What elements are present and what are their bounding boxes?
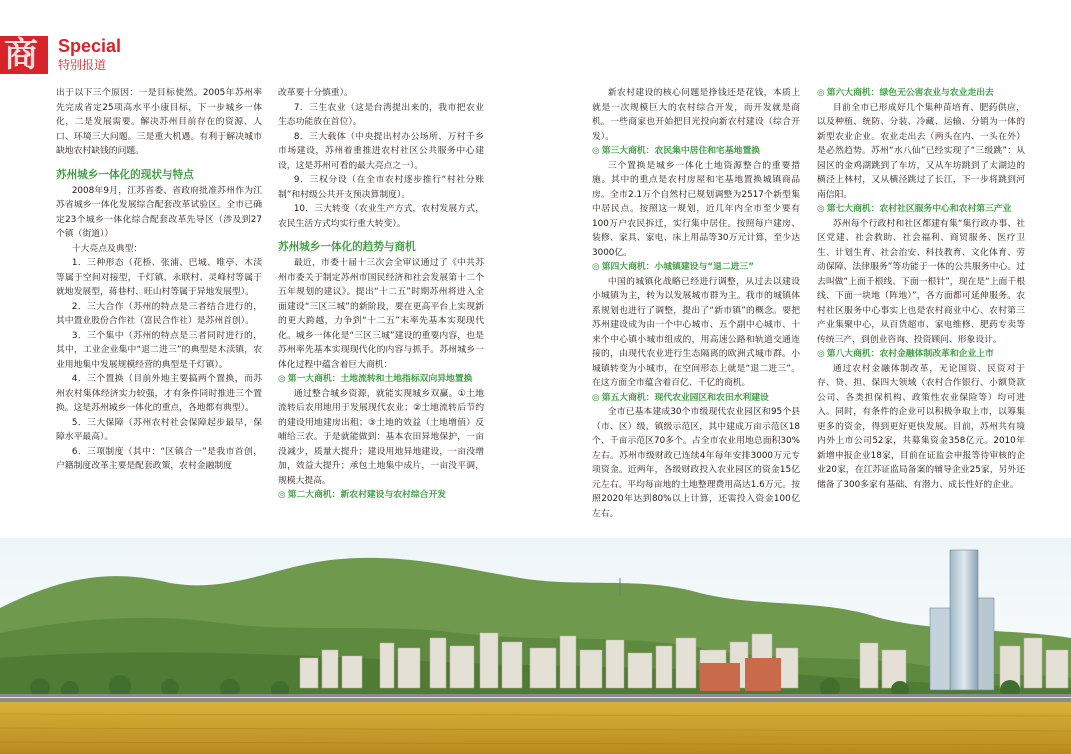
opportunity-heading-text: 第三大商机：农民集中居住和宅基地置换 [601, 146, 761, 156]
bullet-icon: ◎ [592, 262, 600, 272]
paragraph: 最近，市委十届十三次会全审议通过了《中共苏州市委关于制定苏州市国民经济和社会发展第十二个五年规划的建议》。提出“十二五”时期苏州将进入全面建设“三区三城”的新阶段，要在更高平台上实现新的更大跨越，力争到“十二五”末率先基本实现现代化。城乡一体化是“三区三城”建设的重要内容，也是苏州率先基本实现现代化的内容与抓手。苏州城乡一体化过程中蕴含着巨大商机： [278, 258, 484, 370]
text-column-3 [592, 86, 800, 521]
section-title: Special [58, 36, 122, 56]
opportunity-heading-text: 第四大商机：小城镇建设与“退二进三” [601, 262, 755, 272]
landscape-photo [0, 538, 1071, 754]
paragraph: 苏州每个行政村和社区都建有集“集行政办事、社区党建、社会救助、社会福利、商贸服务、医疗卫生、计划生育、社会治安、科技教育、文化体育、劳动保障、法律服务”等功能于一体的公共服务中心。过去叫做“上面千根线、下面一根针”，现在是“上面千根线、下面一块地（阵地）”，各方面都可延伸服务。农村社区服务中心事实上也是农村商业中心、农村第三产业集聚中心，从百货超市、家电维修、肥药专卖等传统三产，到创业咨询、投资顾问、形象设计。 [817, 218, 1025, 345]
opportunity-heading [817, 347, 1025, 362]
paragraph: 10．三大转变（农业生产方式，农村发展方式，农民生活方式均实行重大转变）。 [278, 204, 484, 229]
text-column-4 [817, 86, 1025, 492]
landscape-illustration [0, 538, 1071, 754]
paragraph: 三个置换是城乡一体化土地资源整合的重要措施。其中的重点是农村房屋和宅基地置换城镇商品房。全市2.1万个自然村已规划调整为2517个新型集中居民点。按照这一规划，近几年内全市至少要有100万户农民拆迁，实行集中居住。按照每户建房、装修、家具、家电、床上用品等30万元计算，至少达3000亿。 [592, 160, 800, 258]
bullet-icon: ◎ [592, 146, 600, 156]
bullet-icon: ◎ [817, 88, 825, 98]
paragraph: 新农村建设的核心问题是挣钱还是花钱，本质上就是一次规模巨大的农村综合开发，而开发就是商机。一些商家也开始把目光投向新农村建设（综合开发）。 [592, 88, 800, 142]
opportunity-heading-text: 第一大商机：土地流转和土地指标双向异地置换 [287, 374, 473, 384]
paragraph: 6．三项制度（其中：“区镇合一”是我市首创，户籍制度改革主要是配套政策，农村金融制度 [56, 446, 262, 471]
paragraph: 1．三种形态（花桥、张浦、巴城、唯亭、木渎等属于空间对接型，千灯镇、永联村、灵峰村等属于就地发展型，蒋巷村、旺山村等属于异地发展型）。 [56, 258, 262, 297]
bullet-icon: ◎ [592, 392, 600, 403]
opportunity-heading-text: 第七大商机：农村社区服务中心和农村第三产业 [826, 204, 1012, 214]
opportunity-heading [817, 86, 1025, 101]
section-subtitle: 特别报道 [58, 58, 107, 72]
paragraph: 通过农村金融体制改革，无论国资、民资对于存、贷、担、保四大领域（农村合作银行、小额贷款公司、各类担保机构、政策性农业保险等）均可进入。同时，有条件的企业可以积极争取上市，以筹集更多的资金，得到更好更快发展。目前，苏州共有境内外上市公司52家，共募集资金358亿元。2010年新增申报企业18家，目前在证监会申报等待审核的企业20家，在江苏证监局备案的辅导企业25家，另外还储备了300多家有基础、有潜力、成长性好的企业。 [817, 363, 1025, 490]
opportunity-heading [592, 391, 800, 406]
opportunity-heading-text: 第五大商机：现代农业园区和农田水利建设 [601, 392, 769, 403]
section-logo [0, 36, 48, 74]
opportunity-heading [278, 488, 484, 503]
paragraph: 出于以下三个原因：一是目标使然。2005年苏州率先完成省定25项高水平小康目标，下一步城乡一体化，二是发展需要。解决苏州目前存在的资源、人口、环境三大问题。三是重大机遇。有利于解决城市缺地农村缺钱的问题。 [56, 88, 262, 156]
logo-glyph: 商 [4, 35, 38, 75]
opportunity-heading-text: 第八大商机：农村金融体制改革和企业上市 [826, 349, 994, 359]
paragraph: 2．三大合作（苏州的特点是三者结合进行的，其中置业股份合作社（富民合作社）是苏州首创）。 [56, 301, 262, 326]
bullet-icon: ◎ [278, 374, 286, 384]
paragraph: 7．三生农业（这是台湾提出来的，我市把农业生态功能放在首位）。 [278, 102, 484, 127]
section-header [0, 32, 130, 78]
paragraph: 5．三大保障（苏州农村社会保障起步最早，保障水平最高）。 [56, 417, 262, 442]
opportunity-heading [817, 202, 1025, 217]
paragraph: 8．三大载体（中央提出村办公场所、万村千乡市场建设，苏州着重推进农村社区公共服务中心建设，这是苏州可看的最大亮点之一）。 [278, 131, 484, 171]
paragraph: 4．三个置换（目前外地主要搞两个置换，而苏州农村集体经济实力较强，才有条件同时推进三个置换。这是苏州城乡一体化的重点，各地都有典型）。 [56, 374, 262, 413]
bullet-icon: ◎ [817, 349, 825, 359]
paragraph: 目前全市已形成好几个集种苗培育、肥药供应，以及种植、统防、分装、冷藏、运输、分销为一体的新型农业企业。农业走出去（两头在内、一头在外）是必然趋势。苏州“水八仙”已经实现了“三级跳”：从园区的金鸡湖跳到了车坊，又从车坊跳到了太湖边的横泾上林村，又从横泾跳过了长江，下一步将跳到河南信阳。 [817, 102, 1025, 200]
paragraph: 中国的城镇化战略已经进行调整，从过去以建设小城镇为主，转为以发展城市群为主。我市的城镇体系规划也进行了调整，提出了“新市镇”的概念。要把苏州建设成为由一个中心城市、五个副中心城市、十来个中心镇小城市组成的，用高速公路和轨道交通连接的，由现代农业进行生态隔离的欧洲式城市群。小城镇转变为小城市，在空间形态上就是“退二进三”。在这方面全市蕴含着百亿、千亿的商机。 [592, 276, 800, 388]
text-column-1 [56, 86, 262, 474]
opportunity-heading [592, 260, 800, 275]
paragraph: 改革要十分慎重）。 [278, 88, 353, 98]
section-heading: 苏州城乡一体化的现状与特点 [56, 168, 194, 181]
opportunity-heading [278, 372, 484, 387]
text-column-2 [278, 86, 484, 503]
paragraph: 通过整合城乡资源，就能实现城乡双赢。①土地流转后农用地用于发展现代农业；②土地流转后节约的建设用地建房出租；③土地的效益（土地增值）反哺给三农。于是就能做到：基本农田异地保护，一亩没减少，质量大提升；建设用地异地建设，一亩没增加，效益大提升；承包土地集中成片，一亩没平调，规模大提高。 [278, 388, 484, 486]
opportunity-heading-text: 第六大商机：绿色无公害农业与农业走出去 [826, 88, 994, 98]
paragraph: 全市已基本建成30个市级现代农业园区和95个县（市、区）级、镇级示范区，其中建成万亩示范区18个、千亩示范区70多个。占全市农业用地总面积30%左右。苏州市级财政已连续4年每年安排3000万元专项资金。近两年，各级财政投入农业园区的资金15亿元左右。平均每亩地的土地整理费用高达1.6万元。按照2020年达到80%以上计算，还需投入资金100亿左右。 [592, 407, 800, 519]
section-heading: 苏州城乡一体化的趋势与商机 [278, 241, 416, 253]
bullet-icon: ◎ [817, 204, 825, 214]
paragraph: 十大亮点及典型： [71, 243, 143, 254]
opportunity-heading-text: 第二大商机：新农村建设与农村综合开发 [287, 490, 447, 500]
bullet-icon: ◎ [278, 490, 286, 500]
opportunity-heading [592, 144, 800, 159]
paragraph: 3．三个集中（苏州的特点是三者同时进行的，其中，工业企业集中“退二进三”的典型是木渎镇，农业用地集中发展规模经营的典型是千灯镇）。 [56, 330, 262, 370]
paragraph: 2008年9月，江苏省委、省政府批准苏州作为江苏省城乡一体化发展综合配套改革试验区。全市已确定23个城乡一体化综合配套改革先导区（涉及到27个镇（街道）） [56, 185, 262, 239]
paragraph: 9．三权分设（在全市农村逐步推行“村社分账制”和村级公共开支预决算制度）。 [278, 175, 484, 200]
